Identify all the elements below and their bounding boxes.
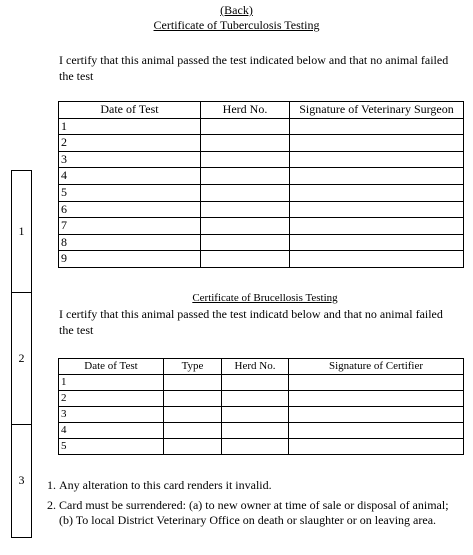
- signature-cell[interactable]: [289, 423, 464, 439]
- herd-cell[interactable]: [201, 151, 290, 168]
- type-cell[interactable]: [164, 439, 222, 455]
- type-cell[interactable]: [164, 407, 222, 423]
- side-box-label: 3: [18, 473, 25, 488]
- herd-cell[interactable]: [201, 184, 290, 201]
- column-header-herd-no: Herd No.: [222, 359, 289, 375]
- row-number: 5: [59, 439, 164, 455]
- row-number: 4: [59, 168, 201, 185]
- tb-header-row: [59, 102, 464, 119]
- brucellosis-header-row: [59, 359, 464, 375]
- signature-cell[interactable]: [290, 201, 464, 218]
- column-header-herd-no: Herd No.: [201, 102, 290, 119]
- row-number: 2: [59, 391, 164, 407]
- table-row: [59, 218, 464, 235]
- notes: [44, 478, 454, 533]
- type-cell[interactable]: [164, 391, 222, 407]
- herd-cell[interactable]: [201, 218, 290, 235]
- row-number: 8: [59, 234, 201, 251]
- signature-cell[interactable]: [289, 391, 464, 407]
- column-header-signature: Signature of Veterinary Surgeon: [290, 102, 464, 119]
- type-cell[interactable]: [164, 375, 222, 391]
- signature-cell[interactable]: [290, 184, 464, 201]
- table-row: [59, 184, 464, 201]
- row-number: 1: [59, 375, 164, 391]
- herd-cell[interactable]: [201, 201, 290, 218]
- signature-cell[interactable]: [289, 375, 464, 391]
- tb-table: [58, 101, 464, 268]
- notes-list: [44, 478, 454, 529]
- signature-cell[interactable]: [290, 234, 464, 251]
- side-box-1: [11, 170, 32, 293]
- table-row: [59, 423, 464, 439]
- row-number: 7: [59, 218, 201, 235]
- tb-statement: I certify that this animal passed the test indicated below and that no animal failed the test: [59, 53, 449, 83]
- herd-cell[interactable]: [222, 439, 289, 455]
- note-item: 2. Card must be surrendered: (a) to new owner at time of sale or disposal of animal; (b) To local District Veterinary Office on death or slaughter or on leaving area.: [59, 498, 454, 529]
- table-row: [59, 151, 464, 168]
- herd-cell[interactable]: [222, 391, 289, 407]
- signature-cell[interactable]: [290, 135, 464, 152]
- column-header-date: Date of Test: [59, 102, 201, 119]
- herd-cell[interactable]: [201, 234, 290, 251]
- signature-cell[interactable]: [289, 439, 464, 455]
- signature-cell[interactable]: [290, 151, 464, 168]
- row-number: 5: [59, 184, 201, 201]
- signature-cell[interactable]: [290, 118, 464, 135]
- brucellosis-statement: I certify that this animal passed the test indicatd below and that no animal failed the test: [59, 307, 443, 337]
- table-row: [59, 439, 464, 455]
- signature-cell[interactable]: [289, 407, 464, 423]
- row-number: 3: [59, 151, 201, 168]
- herd-cell[interactable]: [201, 168, 290, 185]
- table-row: [59, 118, 464, 135]
- table-row: [59, 201, 464, 218]
- side-box-3: [11, 424, 32, 538]
- table-row: [59, 407, 464, 423]
- type-cell[interactable]: [164, 423, 222, 439]
- row-number: 6: [59, 201, 201, 218]
- side-box-label: 2: [18, 350, 25, 365]
- table-row: [59, 135, 464, 152]
- brucellosis-certificate-title: Certificate of Brucellosis Testing: [192, 292, 338, 304]
- table-row: [59, 234, 464, 251]
- table-row: [59, 168, 464, 185]
- column-header-date: Date of Test: [59, 359, 164, 375]
- row-number: 4: [59, 423, 164, 439]
- table-row: [59, 375, 464, 391]
- column-header-signature: Signature of Certifier: [289, 359, 464, 375]
- brucellosis-table: [58, 358, 464, 455]
- herd-cell[interactable]: [201, 251, 290, 268]
- row-number: 3: [59, 407, 164, 423]
- table-row: [59, 391, 464, 407]
- side-box-label: 1: [18, 223, 25, 238]
- side-box-2: [11, 292, 32, 425]
- signature-cell[interactable]: [290, 168, 464, 185]
- column-header-type: Type: [164, 359, 222, 375]
- tb-certificate-title: Certificate of Tuberculosis Testing: [153, 18, 320, 32]
- herd-cell[interactable]: [201, 118, 290, 135]
- herd-cell[interactable]: [222, 423, 289, 439]
- row-number: 9: [59, 251, 201, 268]
- signature-cell[interactable]: [290, 218, 464, 235]
- signature-cell[interactable]: [290, 251, 464, 268]
- table-row: [59, 251, 464, 268]
- note-item: 1. Any alteration to this card renders it invalid.: [59, 478, 454, 494]
- row-number: 1: [59, 118, 201, 135]
- herd-cell[interactable]: [222, 375, 289, 391]
- back-label: (Back): [220, 3, 253, 17]
- herd-cell[interactable]: [222, 407, 289, 423]
- herd-cell[interactable]: [201, 135, 290, 152]
- row-number: 2: [59, 135, 201, 152]
